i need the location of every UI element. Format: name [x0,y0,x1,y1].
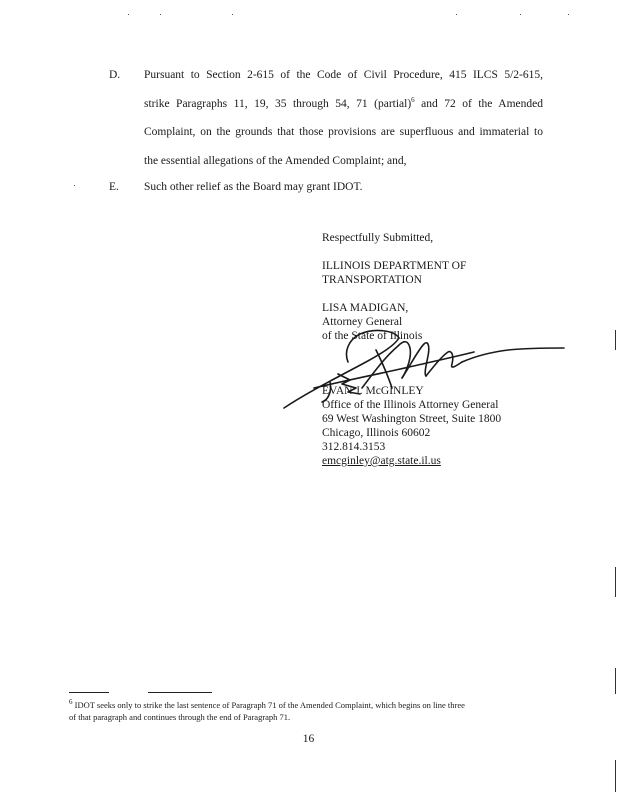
attorney-general-name: LISA MADIGAN, [322,302,409,314]
footnote-separator-rule [69,692,109,693]
item-d-line-1: Pursuant to Section 2-615 of the Code of Civil Procedure, 415 ILCS 5/2-615, [144,69,543,81]
footnote-line-2: of that paragraph and continues through the end of Paragraph 71. [69,712,291,722]
scan-edge-mark [615,567,616,597]
item-d-line-2: strike Paragraphs 11, 19, 35 through 54, 71 (partial)$^6$ and 72 of the Amended [144,96,543,110]
signer-name: EVAN J. McGINLEY [322,385,424,397]
item-e-text: Such other relief as the Board may grant IDOT. [144,181,363,193]
address-line-2: Chicago, Illinois 60602 [322,427,431,439]
scan-speck [456,14,457,15]
item-d-line-4: the essential allegations of the Amended Complaint; and, [144,155,407,167]
address-line-1: 69 West Washington Street, Suite 1800 [322,413,502,425]
phone: 312.814.3153 [322,441,386,453]
scan-edge-mark [615,760,616,792]
attorney-general-title: Attorney General [322,316,403,328]
page-number: 16 [302,733,315,745]
footnote-ref-6[interactable]: 6 [411,96,415,105]
agency-line-2: TRANSPORTATION [322,274,422,286]
handwritten-signature [278,322,568,414]
scan-speck [74,185,75,186]
scan-speck [160,14,161,15]
scan-speck [568,14,569,15]
item-d-letter: D. [109,69,121,81]
email-link[interactable]: emcginley@atg.state.il.us [322,455,441,467]
scan-speck [520,14,521,15]
item-e-letter: E. [109,181,119,193]
agency-line-1: ILLINOIS DEPARTMENT OF [322,260,467,272]
footnote-line-1: $^6$ IDOT seeks only to strike the last sentence of Paragraph 71 of the Amended Complaint, which begins on line three [69,698,465,710]
office: Office of the Illinois Attorney General [322,399,499,411]
item-d-line-3: Complaint, on the grounds that those provisions are superfluous and immaterial to [144,126,543,138]
scan-speck [128,14,129,15]
footnote-separator-rule [148,692,212,693]
scan-edge-mark [615,668,616,694]
scan-speck [232,14,233,15]
attorney-general-state: of the State of Illinois [322,330,423,342]
footnote-marker: 6 [69,698,73,707]
closing: Respectfully Submitted, [322,232,434,244]
scan-edge-mark [615,330,616,350]
